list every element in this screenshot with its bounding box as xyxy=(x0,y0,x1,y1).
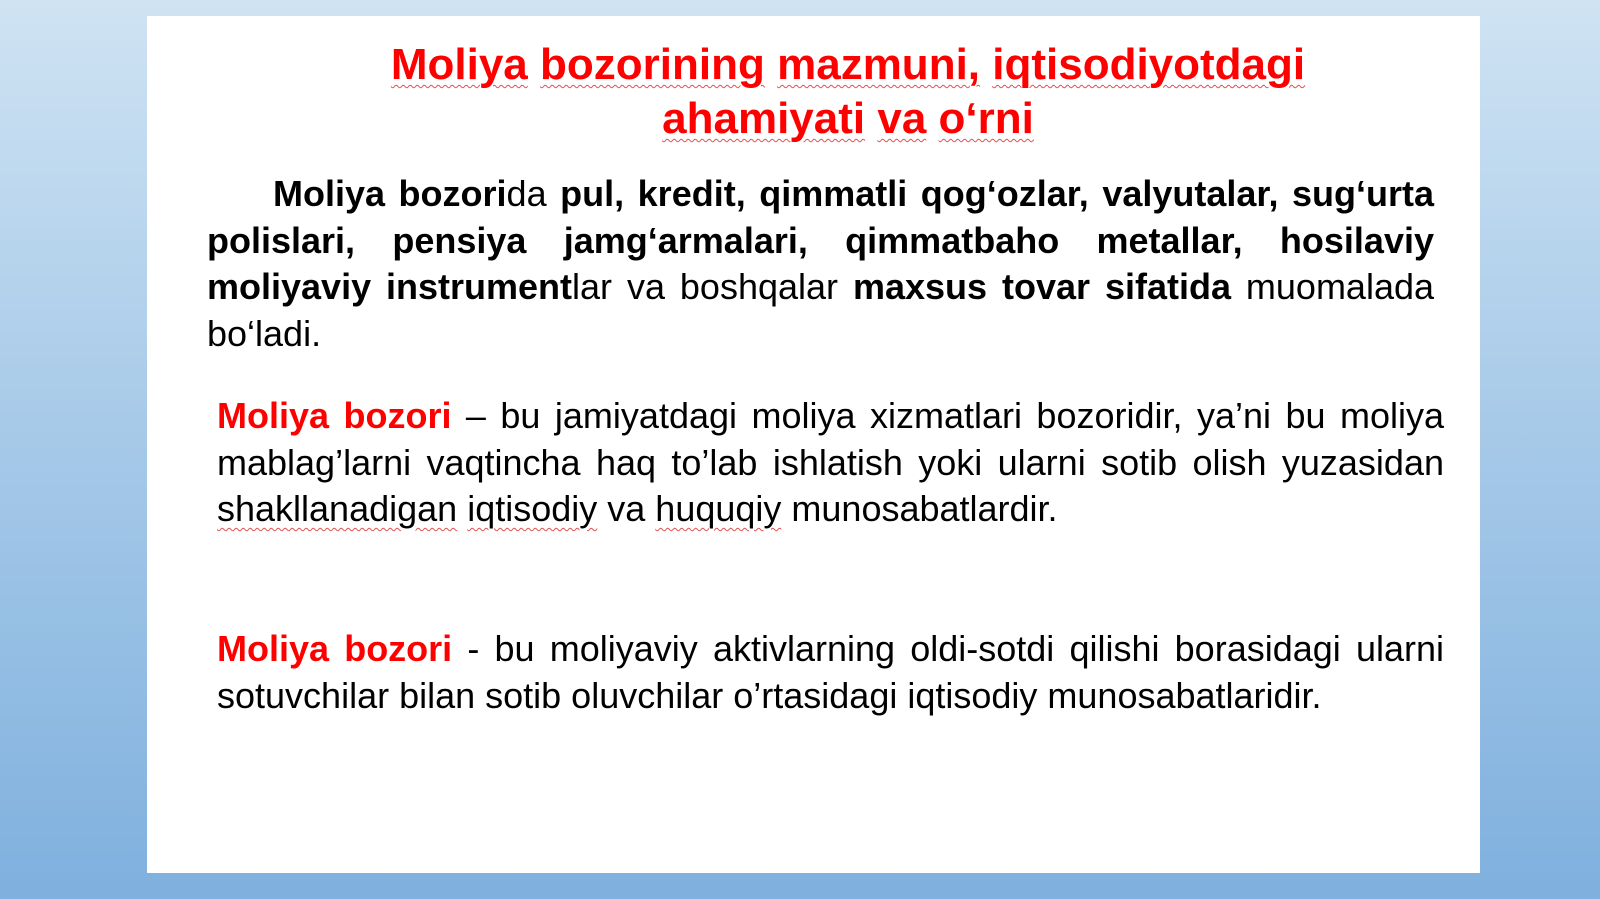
body-text xyxy=(457,488,467,529)
body-text: lar va boshqalar xyxy=(572,266,853,307)
paragraph-intro xyxy=(207,171,1434,357)
title-word: bozorining xyxy=(540,40,765,89)
bold-text: Moliya bozori xyxy=(273,173,507,214)
body-text: munosabatlardir. xyxy=(781,488,1058,529)
term-highlight: Moliya bozori xyxy=(217,628,453,669)
title-word: ahamiyati xyxy=(662,94,866,143)
spellcheck-word: shakllanadigan xyxy=(217,488,458,529)
spellcheck-word: huquqiy xyxy=(655,488,782,529)
title-word: o‘rni xyxy=(938,94,1034,143)
title-word: Moliya xyxy=(390,40,528,89)
title-word: iqtisodiyotdagi xyxy=(992,40,1306,89)
slide-title xyxy=(307,38,1389,146)
body-text: muomalada bo‘ladi. xyxy=(207,266,1435,354)
paragraph-definition-2 xyxy=(217,626,1444,719)
term-highlight: Moliya bozori xyxy=(217,395,452,436)
slide-card xyxy=(147,16,1480,873)
title-word: va xyxy=(877,94,927,143)
bold-text: pul, kredit, qimmatli qog‘ozlar, valyutalar, sug‘urta polislari, pensiya jamg‘armalari, qimmatbaho metallar, hosilaviy moliyaviy instrument xyxy=(207,173,1435,307)
title-word: mazmuni, xyxy=(777,40,981,89)
paragraph-definition-1 xyxy=(217,393,1444,533)
body-text: va xyxy=(597,488,656,529)
bold-text: maxsus tovar sifatida xyxy=(852,266,1231,307)
spellcheck-word: iqtisodiy xyxy=(467,488,598,529)
body-text: - bu moliyaviy aktivlarning oldi-sotdi qilishi borasidagi ularni sotuvchilar bilan sotib oluvchilar o’rtasidagi iqtisodiy munosabatlaridir. xyxy=(217,628,1444,716)
body-text: da xyxy=(506,173,561,214)
body-text: – bu jamiyatdagi moliya xizmatlari bozoridir, ya’ni bu moliya mablag’larni vaqtincha haq to’lab ishlatish yoki ularni sotib olish yuzasidan xyxy=(217,395,1444,483)
